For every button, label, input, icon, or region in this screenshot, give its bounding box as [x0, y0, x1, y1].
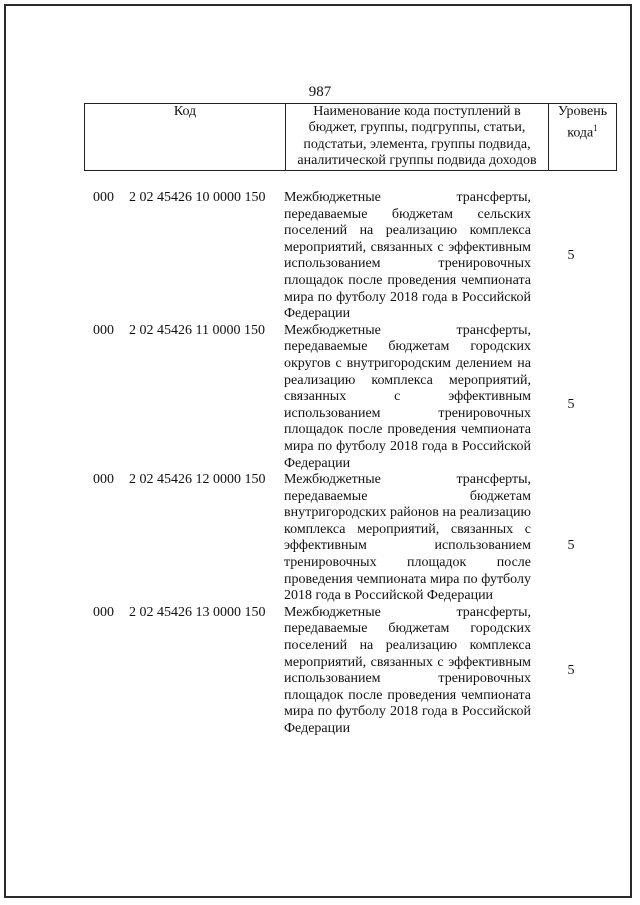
table-header	[84, 103, 617, 171]
row-level: 5	[567, 396, 575, 412]
row-revenue-code: 2 02 45426 13 0000 150	[129, 604, 266, 620]
header-level-cell	[549, 104, 617, 171]
row-admin-code: 000	[93, 322, 114, 338]
row-name: Межбюджетные трансферты, передаваемые бюджетам внутригородских районов на реализацию комплекса мероприятий, связанных с эффективным использованием тренировочных площадок после проведения чемпионата мира по футболу 2018 года в Российской Федерации	[284, 472, 531, 604]
header-level-line	[551, 120, 614, 142]
row-revenue-code: 2 02 45426 10 0000 150	[129, 190, 266, 205]
table-body	[0, 190, 640, 738]
header-code-cell	[85, 104, 286, 171]
header-name-line: бюджет, группы, подгруппы, статьи,	[308, 120, 526, 136]
table-row	[0, 472, 640, 605]
header-name-cell	[286, 104, 549, 171]
row-name: Межбюджетные трансферты, передаваемые бюджетам городских округов с внутригородским делением на реализацию комплекса мероприятий, связанных с эффективным использованием тренировочных площадок после проведения чемпионата мира по футболу 2018 года в Российской Федерации	[284, 322, 531, 471]
header-name-line: подстатьи, элемента, группы подвида,	[303, 136, 531, 152]
row-admin-code: 000	[93, 472, 114, 488]
row-admin-code: 000	[93, 604, 114, 620]
row-level: 5	[567, 662, 575, 678]
row-revenue-code: 2 02 45426 11 0000 150	[129, 322, 265, 338]
header-name-line: аналитической группы подвида доходов	[297, 153, 537, 169]
header-name-line: Наименование кода поступлений в	[313, 104, 521, 119]
header-code-label: Код	[173, 104, 197, 119]
page-number: 987	[308, 84, 332, 100]
row-admin-code: 000	[93, 190, 114, 205]
header-level-line: Уровень	[557, 104, 608, 119]
row-level: 5	[567, 538, 575, 554]
header-level-label: кода	[567, 126, 594, 142]
table-row	[0, 190, 640, 323]
row-revenue-code: 2 02 45426 12 0000 150	[129, 472, 266, 488]
row-level: 5	[567, 248, 575, 263]
row-name: Межбюджетные трансферты, передаваемые бюджетам сельских поселений на реализацию комплекса мероприятий, связанных с эффективным использованием тренировочных площадок после проведения чемпионата мира по футболу 2018 года в Российской Федерации	[284, 190, 531, 322]
row-name: Межбюджетные трансферты, передаваемые бюджетам городских поселений на реализацию комплекса мероприятий, связанных с эффективным использованием тренировочных площадок после проведения чемпионата мира по футболу 2018 года в Российской Федерации	[284, 604, 531, 736]
table-row	[0, 323, 640, 472]
table-row	[0, 605, 640, 738]
header-level-footnote: 1	[593, 123, 598, 134]
